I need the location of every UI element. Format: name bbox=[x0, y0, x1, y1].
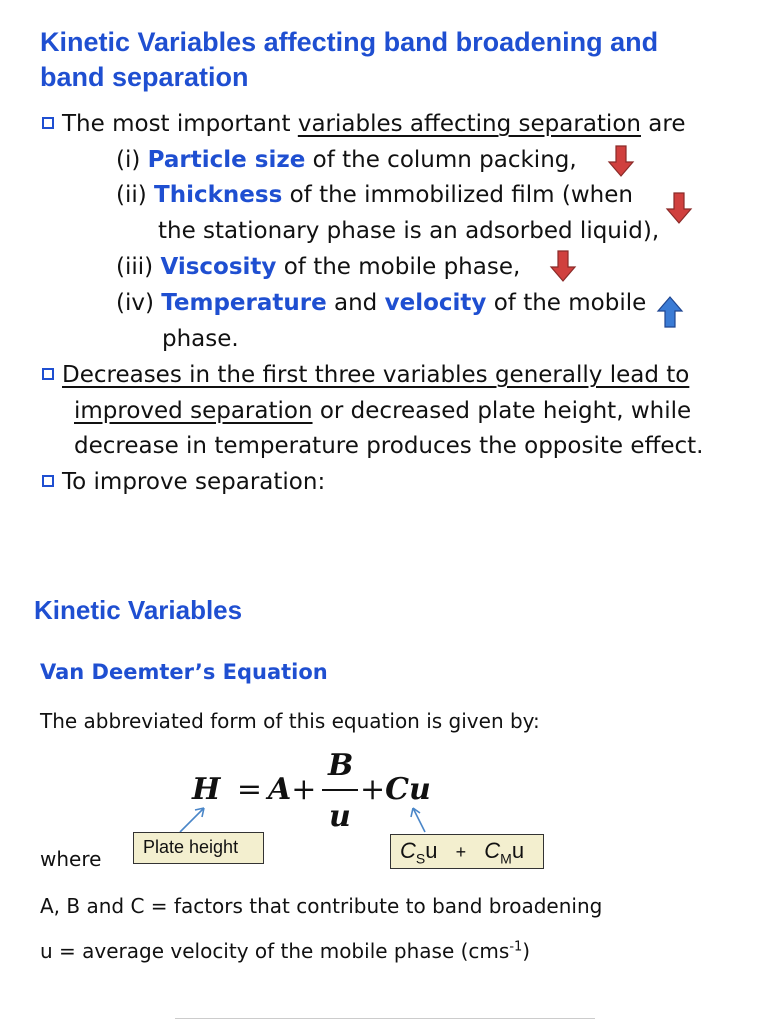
definition-abc: A, B and C = factors that contribute to band broadening bbox=[40, 894, 603, 918]
slide1-title bbox=[40, 25, 658, 95]
plate-height-box: Plate height bbox=[133, 832, 264, 864]
arrow-up-icon bbox=[656, 296, 684, 328]
eq-lhs: H = A+ bbox=[192, 772, 317, 807]
item-viscosity: (iii) Viscosity of the mobile phase, bbox=[116, 254, 521, 280]
arrow-down-icon bbox=[607, 145, 635, 177]
item-thickness-cont: the stationary phase is an adsorbed liquid), bbox=[158, 218, 660, 244]
square-bullet-icon bbox=[42, 117, 54, 129]
item-temperature-cont: phase. bbox=[162, 326, 239, 352]
divider bbox=[175, 1018, 595, 1019]
fraction-bar bbox=[322, 789, 358, 791]
equation-intro: The abbreviated form of this equation is given by: bbox=[40, 709, 540, 733]
arrow-down-icon bbox=[549, 250, 577, 282]
arrow-down-icon bbox=[665, 192, 693, 224]
eq-rhs: +Cu bbox=[360, 772, 431, 807]
underlined-text: variables affecting separation bbox=[297, 111, 641, 137]
eq-fraction-denominator: u bbox=[329, 799, 351, 834]
item-thickness: (ii) Thickness of the immobilized film (when bbox=[116, 182, 633, 208]
slide2-title: Kinetic Variables bbox=[34, 595, 243, 625]
item-particle-size: (i) Particle size of the column packing, bbox=[116, 147, 577, 173]
square-bullet-icon bbox=[42, 475, 54, 487]
title-line-1: Kinetic Variables affecting band broadening and bbox=[40, 27, 659, 57]
bullet-1: The most important variables affecting separation are bbox=[42, 111, 686, 137]
title-line-2: band separation bbox=[40, 62, 249, 92]
where-label: where bbox=[40, 847, 102, 871]
bullet-3: To improve separation: bbox=[42, 469, 325, 495]
c-term-box: $C_Su + C_Mu$ bbox=[390, 834, 544, 869]
bullet-2-line-3: decrease in temperature produces the opposite effect. bbox=[74, 433, 704, 459]
item-temperature: (iv) Temperature and velocity of the mobile bbox=[116, 290, 647, 316]
bullet-2: Decreases in the first three variables generally lead to bbox=[42, 362, 689, 388]
square-bullet-icon bbox=[42, 368, 54, 380]
eq-fraction-numerator: B bbox=[328, 748, 354, 783]
definition-u: u = average velocity of the mobile phase (cms$^{-1}$) bbox=[40, 939, 531, 963]
bullet-2-line-2: improved separation or decreased plate height, while bbox=[74, 398, 692, 424]
slide2-subtitle: Van Deemter’s Equation bbox=[40, 660, 328, 684]
